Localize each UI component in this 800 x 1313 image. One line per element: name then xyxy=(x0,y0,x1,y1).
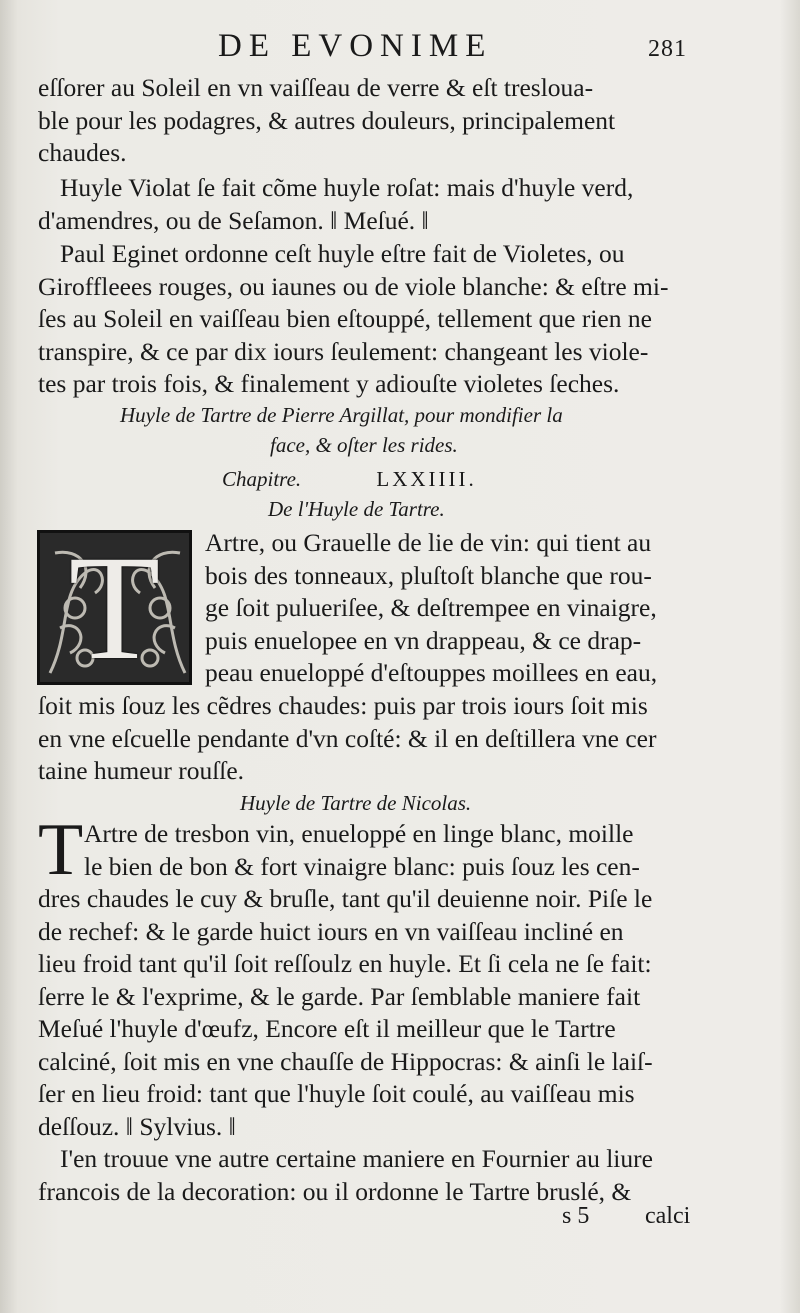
text-line: Paul Eginet ordonne ceſt huyle eſtre fait de Violetes, ou xyxy=(60,239,625,268)
text-line: calciné, ſoit mis en vne chauſſe de Hippocras: & ainſi le laiſ- xyxy=(38,1046,653,1076)
paragraph-fournier xyxy=(38,1143,718,1208)
text-line: en vne eſcuelle pendante d'vn coſté: & il en deſtillera vne cer xyxy=(38,723,657,753)
text-line: peau enueloppé d'eſtouppes moillees en eau, xyxy=(205,658,658,687)
heading-line: Huyle de Tartre de Pierre Argillat, pour mondifier la xyxy=(120,403,563,427)
chapter-heading xyxy=(222,464,622,494)
text-line: lieu froid tant qu'il ſoit reſſoulz en huyle. Et ſi cela ne ſe fait: xyxy=(38,949,652,978)
chapter-label: Chapitre. xyxy=(222,467,302,491)
paragraph-nicolas xyxy=(38,883,718,1143)
paragraph-tartre-full xyxy=(38,690,718,788)
text-line: ge ſoit pulueriſee, & deſtrempee en vinaigre, xyxy=(205,593,657,622)
text-line: transpire, & ce par dix iours ſeulement: changeant les viole- xyxy=(38,336,649,366)
text-line: Giroffleees rouges, ou iaunes ou de viole blanche: & eſtre mi- xyxy=(38,271,669,301)
text-line: eſſorer au Soleil en vn vaiſſeau de verre & eſt treslouа- xyxy=(38,73,594,102)
text-line: puis enuelopee en vn drappeau, & ce drap- xyxy=(205,625,642,655)
page-header xyxy=(0,22,800,68)
page-number: 281 xyxy=(648,36,687,62)
text-line: Meſué l'huyle d'œufz, Encore eſt il meilleur que le Tartre xyxy=(38,1014,616,1043)
text-line: Huyle Violat ſe fait cõme huyle roſat: mais d'huyle verd, xyxy=(60,173,634,202)
recipe-heading-argillat xyxy=(120,400,800,460)
text-line: dres chaudes le cuy & bruſle, tant qu'il deuienne noir. Piſe le xyxy=(38,884,653,913)
text-line: Artre de tresbon vin, enueloppé en linge blanc, moille xyxy=(84,819,634,848)
running-title: DE EVONIME xyxy=(218,28,493,64)
recipe-heading-nicolas: Huyle de Tartre de Nicolas. xyxy=(240,791,472,815)
text-line: taine humeur rouſſe. xyxy=(38,756,245,785)
text-line: ſerre le & l'exprime, & le garde. Par ſemblable maniere fait xyxy=(38,981,641,1011)
text-line: Artre, ou Grauelle de lie de vin: qui tient au xyxy=(205,528,652,557)
catchword: calci xyxy=(645,1203,691,1229)
paragraph-tartre-wrapped xyxy=(205,527,725,690)
text-line: francois de la decoration: ou il ordonne le Tartre bruslé, & xyxy=(38,1176,632,1206)
chapter-number: LXXIIII. xyxy=(376,467,477,491)
text-line: ſes au Soleil en vaiſſeau bien eſtouppé, tellement que rien ne xyxy=(38,304,652,333)
text-line: I'en trouue vne autre certaine maniere en Fournier au liure xyxy=(60,1144,653,1173)
signature-mark: s 5 xyxy=(562,1203,590,1229)
text-line: d'amendres, ou de Seſamon. ‖ Meſué. ‖ xyxy=(38,205,429,235)
decorated-initial xyxy=(37,530,192,685)
paragraph-paul-eginet xyxy=(38,238,718,401)
section-title: De l'Huyle de Tartre. xyxy=(268,497,445,521)
paragraph-huyle-violat xyxy=(38,172,718,237)
text-line: ble pour les podagres, & autres douleurs, principalement xyxy=(38,105,616,135)
text-line: ſer en lieu froid: tant que l'huyle ſoit coulé, au vaiſſeau mis xyxy=(38,1079,635,1108)
dropcap-letter: T xyxy=(68,530,161,685)
paragraph-nicolas-opening xyxy=(84,818,724,883)
text-line: bois des tonneaux, pluſtoſt blanche que rou- xyxy=(205,560,652,590)
text-line: chaudes. xyxy=(38,138,127,167)
initial-letter: T xyxy=(38,809,84,891)
text-line: deſſouz. ‖ Sylvius. ‖ xyxy=(38,1111,236,1141)
text-line: de rechef: & le garde huict iours en vn vaiſſeau incliné en xyxy=(38,916,624,946)
text-line: ſoit mis ſouz les cẽdres chaudes: puis par trois iours ſoit mis xyxy=(38,691,648,720)
heading-line: face, & oſter les rides. xyxy=(270,433,458,457)
paragraph-continuation xyxy=(38,72,718,170)
text-line: tes par trois fois, & finalement y adiouſte violetes ſeches. xyxy=(38,369,620,398)
text-line: le bien de bon & fort vinaigre blanc: puis ſouz les cen- xyxy=(84,851,640,881)
